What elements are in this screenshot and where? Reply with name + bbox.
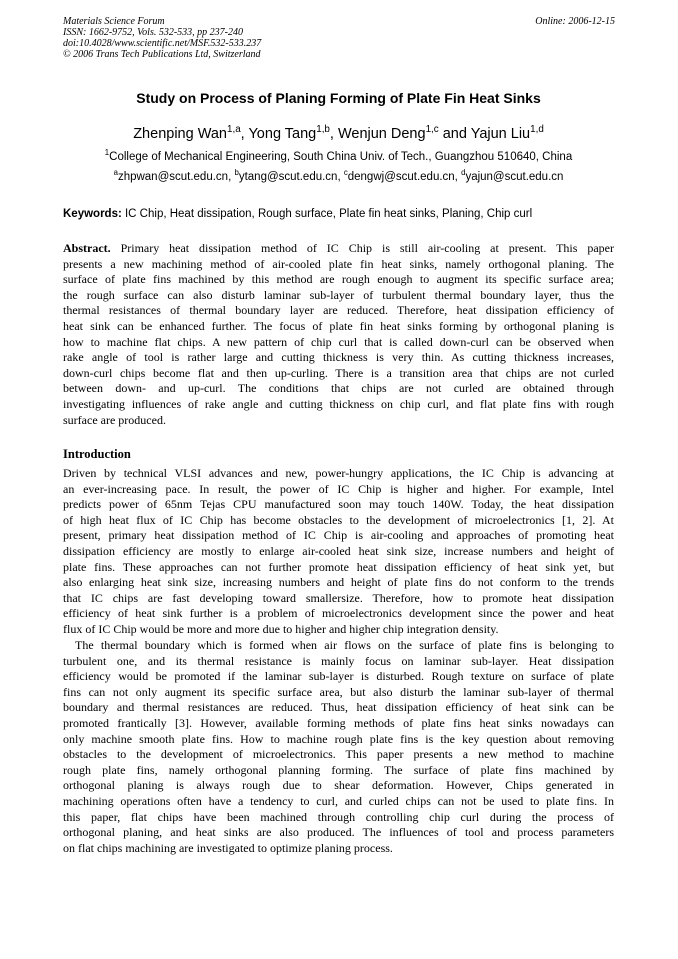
paper-title: Study on Process of Planing Forming of Plate Fin Heat Sinks: [136, 90, 541, 106]
email-address: ytang@scut.edu.cn,: [238, 171, 344, 183]
paragraph-line: obstacles to the development of microelectronics. This paper presents a new method to machine: [63, 747, 614, 762]
author-name: Zhenping Wan: [133, 126, 227, 142]
paragraph-line: dissipation efficiency are mostly to enlarge air-cooled heat sink size, increase numbers and height of: [63, 543, 614, 558]
paragraph-line: orthogonal planing, and heat sinks are also produced. The influences of tool and process parameters: [63, 825, 614, 840]
paragraph-line: an ever-increasing pace. In result, the power of IC Chip is higher and higher. For example, Intel: [63, 481, 614, 496]
abstract-line: surface are produced.: [63, 412, 166, 427]
author-separator: and: [438, 126, 471, 142]
author-name: Wenjun Deng: [337, 126, 426, 142]
affiliation-text: College of Mechanical Engineering, South China Univ. of Tech., Guangzhou 510640, China: [109, 151, 573, 163]
author-separator: ,: [329, 126, 338, 142]
journal-name: Materials Science Forum: [63, 16, 165, 27]
author-separator: ,: [240, 126, 249, 142]
abstract-line: thermal resistances of thermal boundary layer are reduced. Therefore, heat dissipation efficiency of: [63, 303, 614, 318]
abstract-line: [63, 241, 614, 257]
author-affiliation-mark: 1,c: [425, 124, 439, 136]
paragraph-line: rough plate fins, namely orthogonal planning forming. The surface of plate fins machined by: [63, 762, 614, 777]
paragraph-line: efficiency would be promoted if the laminar sub-layer is disturbed. Rough texture on surface of plate: [63, 669, 614, 684]
paragraph-line: fins can not only augment its specific surface area, but also disturb the laminar sub-layer of thermal: [63, 684, 614, 699]
paragraph-line: that IC chips are fast developing toward smallersize. Therefore, how to promote heat dissipation: [63, 590, 614, 605]
email-address: dengwj@scut.edu.cn,: [347, 171, 462, 183]
abstract-label: Abstract.: [63, 241, 111, 255]
introduction-paragraph-2: [63, 638, 614, 856]
paragraph-line: efficiency of heat sink further is a problem of microelectronics development since the power and heat: [63, 606, 614, 621]
abstract-line: rake angle of tool is rather large and cutting thickness is very thin. As cutting thickness increases,: [63, 350, 614, 365]
paragraph-line: predicts power of 65nm Tejas CPU manufactured soon may touch 140W. Today, the heat dissipation: [63, 497, 614, 512]
paragraph-line: turbulent one, and its thermal resistance is mainly focus on laminar sub-layer. Heat dissipation: [63, 653, 614, 668]
paragraph-line: only machine smooth plate fins. How to machine rough plate fins is the key question about removing: [63, 731, 614, 746]
paragraph-line: Driven by technical VLSI advances and new, power-hungry applications, the IC Chip is advancing at: [63, 466, 614, 480]
abstract-line: down-curl chips become flat and then up-curling. There is a transition area that chips are not curled: [63, 365, 614, 380]
paragraph-line: plate fins. These approaches can not further promote heat dissipation efficiency of heat sink yet, but: [63, 559, 614, 574]
paragraph-line: on flat chips machining are investigated to optimize planing process.: [63, 840, 393, 855]
paragraph-line: The thermal boundary which is formed when air flows on the surface of plate fins is belonging to: [75, 638, 614, 652]
author-affiliation-mark: 1,d: [530, 124, 544, 136]
author-list: [63, 124, 614, 144]
introduction-paragraph-1: [63, 466, 614, 638]
abstract-line: presents a new machining method of air-cooled plate fin heat sinks, namely orthogonal planing. The: [63, 256, 614, 271]
keywords: [63, 207, 614, 222]
paragraph-line: flux of IC Chip would be more and more due to higher and higher chip integration density.: [63, 621, 499, 636]
author-name: Yong Tang: [248, 126, 317, 142]
issn-line: ISSN: 1662-9752, Vols. 532-533, pp 237-240: [63, 27, 243, 38]
email-address: zhpwan@scut.edu.cn,: [117, 171, 235, 183]
abstract-line: surface of plate fins machined by this method are rough enough to augment its specific surface area;: [63, 272, 614, 287]
doi-line: doi:10.4028/www.scientific.net/MSF.532-533.237: [63, 38, 262, 49]
email-mark: d: [461, 168, 466, 178]
online-date: Online: 2006-12-15: [535, 16, 615, 27]
paragraph-line: of high heat flux of IC Chip has become obstacles to the development of microelectronics [1, 2]. At: [63, 512, 614, 527]
affiliation: [63, 150, 614, 165]
author-name: Yajun Liu: [470, 126, 531, 142]
email-mark: c: [343, 168, 348, 178]
abstract-line: the rough surface can also disturb laminar sub-layer of turbulent thermal boundary layer, thus the: [63, 287, 614, 302]
abstract-line: heat sink can be enhanced further. The focus of plate fin heat sinks forming by orthogonal planing is: [63, 318, 614, 333]
copyright-line: © 2006 Trans Tech Publications Ltd, Switzerland: [63, 49, 261, 60]
keywords-text: IC Chip, Heat dissipation, Rough surface, Plate fin heat sinks, Planing, Chip curl: [121, 208, 533, 220]
email-mark: b: [234, 168, 239, 178]
abstract-line: between down- and up-curl. The conditions that chips are not curled are obtained through: [63, 381, 614, 396]
abstract-line: how to machine flat chips. A new pattern of chip curl that is called down-curl can be observed when: [63, 334, 614, 349]
author-affiliation-mark: 1,b: [316, 124, 330, 136]
affiliation-mark: 1: [104, 148, 110, 158]
abstract-line: investigating influences of rake angle and cutting thickness on chip curl, and flat plate fins with rough: [63, 396, 614, 411]
paragraph-line: also enlarging heat sink size, increasing numbers and height of plate fins do not conform to the trends: [63, 575, 614, 590]
abstract-text: Primary heat dissipation method of IC Chip is still air-cooling at present. This paper: [110, 241, 614, 255]
abstract: [63, 241, 614, 428]
paragraph-line: boundary and thermal resistances are reduced. Thus, heat dissipation efficiency of heat sink can be: [63, 700, 614, 715]
email-list: [63, 170, 614, 185]
paragraph-line: this paper, flat chips have been machined through controlling chip curl during the process of: [63, 809, 614, 824]
paragraph-line: promoted frantically [3]. However, available forming methods of plate fins heat sinks nowadays can: [63, 715, 614, 730]
running-header: [63, 16, 383, 60]
author-affiliation-mark: 1,a: [226, 124, 241, 136]
keywords-label: Keywords:: [63, 208, 122, 220]
email-mark: a: [113, 168, 118, 178]
paragraph-line: orthogonal planing is always rough due to shear deformation. However, Chips generated in: [63, 778, 614, 793]
section-heading-introduction: Introduction: [63, 447, 131, 461]
email-address: yajun@scut.edu.cn: [465, 171, 564, 183]
paragraph-line: machining operations often have a tendency to curl, and curled chips can not be used to plate fins. In: [63, 793, 614, 808]
paragraph-line: present, primary heat dissipation method of IC Chip is air-cooling and approaches of promoting heat: [63, 528, 614, 543]
